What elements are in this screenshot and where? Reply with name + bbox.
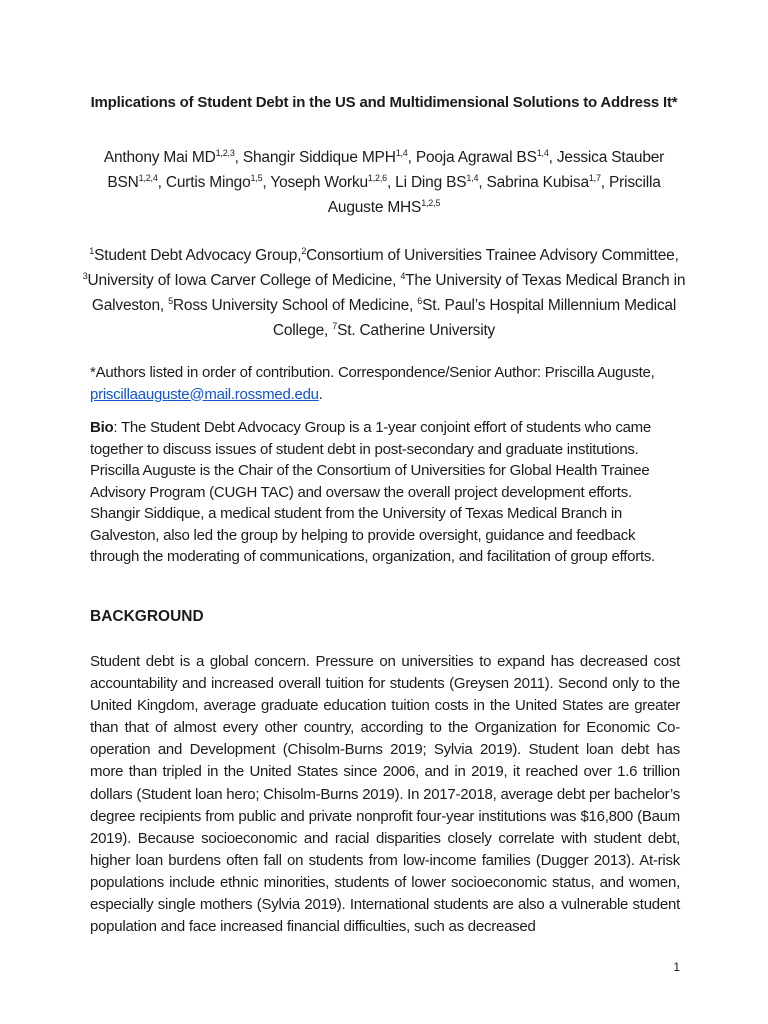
author: Jessica Stauber BSN$^{1,2,4}$,	[107, 149, 665, 191]
bio-paragraph: Bio: The Student Debt Advocacy Group is a 1-year conjoint effort of students who came together to discuss issues of student debt in post-secondary and graduate institutions. Priscilla Auguste is the Chair of the Consortium of Universities for Global Health Trainee Advisory Program (CUGH TAC) and oversaw the overall project development efforts. Shangir Siddique, a medical student from the University of Texas Medical Branch in Galveston, also led the group by helping to provide oversight, guidance and feedback through the moderating of communications, organization, and facilitation of group efforts.	[90, 419, 656, 565]
affiliation: $^3$University of Iowa Carver College of Medicine,	[82, 270, 397, 289]
author: Anthony Mai MD$^{1,2,3}$,	[103, 147, 243, 166]
page-number: 1	[673, 960, 680, 974]
bio-label: Bio	[90, 419, 114, 436]
author: Pooja Agrawal BS$^{1,4}$,	[415, 147, 557, 166]
author: Curtis Mingo$^{1,5}$,	[165, 172, 271, 191]
affiliation: $^2$Consortium of Universities Trainee Advisory Committee,	[301, 245, 679, 264]
paper-title: Implications of Student Debt in the US and Multidimensional Solutions to Address It*	[90, 94, 678, 111]
author: Sabrina Kubisa$^{1,7}$,	[486, 172, 610, 191]
section-heading: BACKGROUND	[90, 608, 204, 625]
affiliation: $^5$Ross University School of Medicine,	[168, 295, 414, 314]
author: Yoseph Worku$^{1,2,6}$,	[270, 172, 396, 191]
correspondence-note: *Authors listed in order of contribution. Correspondence/Senior Author: Priscilla Auguste, priscillaauguste@mail.rossmed.edu.	[90, 364, 655, 403]
author: Shangir Siddique MPH$^{1,4}$,	[242, 147, 416, 166]
affiliation: $^4$The University of Texas Medical Branch in Galveston,	[91, 270, 686, 314]
author-list	[80, 145, 688, 220]
correspondence-email-link[interactable]: priscillaauguste@mail.rossmed.edu	[90, 385, 319, 403]
affiliation: $^7$St. Catherine University	[332, 320, 496, 339]
author: Li Ding BS$^{1,4}$,	[395, 172, 487, 191]
author: Priscilla Auguste MHS$^{1,2,5}$	[327, 174, 661, 216]
affiliation: $^1$Student Debt Advocacy Group,	[89, 245, 302, 264]
affiliation-list	[70, 243, 698, 343]
affiliation: $^6$St. Paul’s Hospital Millennium Medical College,	[272, 295, 677, 339]
body-paragraph: Student debt is a global concern. Pressure on universities to expand has decreased cost accountability and increased overall tuition for students (Greysen 2011). Second only to the United Kingdom, average graduate education tuition costs in the United States are greater than that of almost every other country, according to the Organization for Economic Co-operation and Development (Chisolm-Burns 2019; Sylvia 2019). Student loan debt has more than tripled in the United States since 2006, and in 2019, it reached over 1.6 trillion dollars (Student loan hero; Chisolm-Burns 2019). In 2017-2018, average debt per bachelor’s degree recipients from public and private nonprofit four-year institutions was $16,800 (Baum 2019). Because socioeconomic and racial disparities closely correlate with student debt, higher loan burdens often fall on students from low-income families (Dugger 2013). At-risk populations include ethnic minorities, students of lower socioeconomic status, and women, especially single mothers (Sylvia 2019). International students are also a vulnerable student population and face increased financial difficulties, such as decreased	[90, 653, 680, 936]
